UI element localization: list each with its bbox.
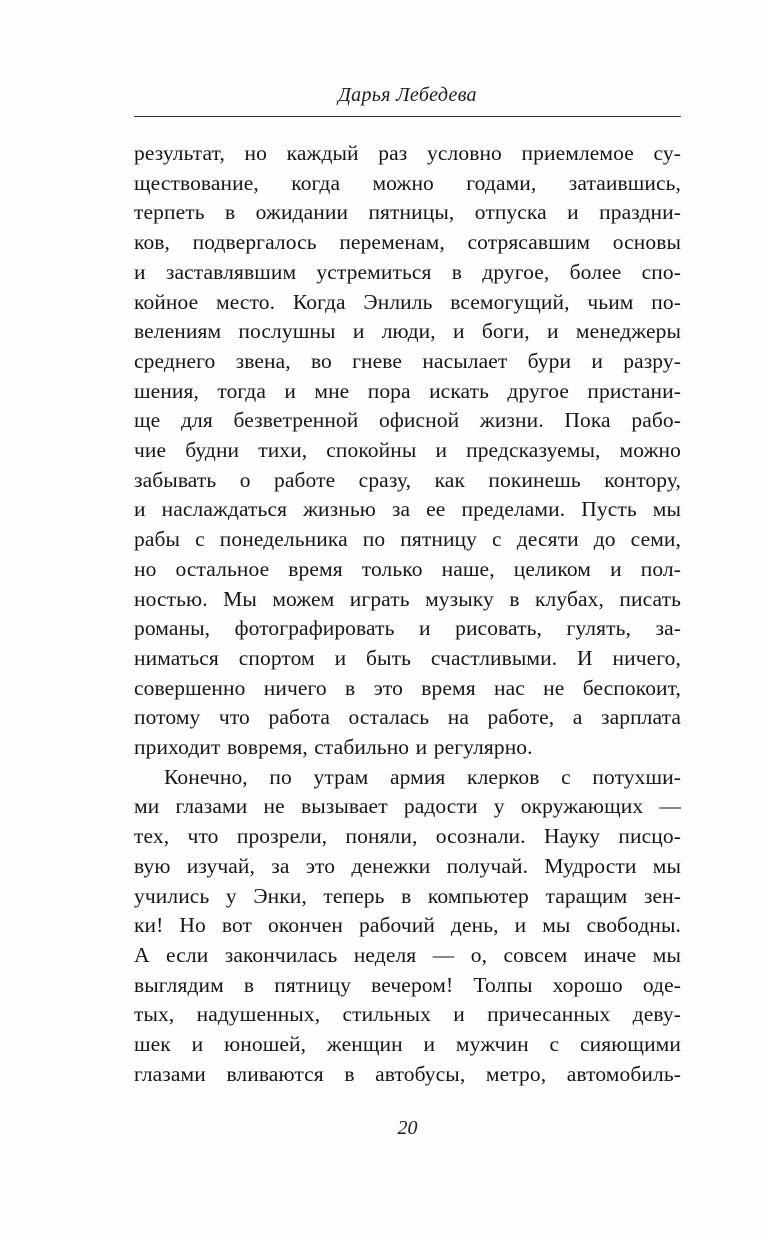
text-line: приходит вовремя, стабильно и регулярно. — [134, 735, 533, 760]
header-rule — [134, 116, 681, 117]
text-line: вую изучай, за это денежки получай. Мудрости мы — [134, 853, 681, 878]
text-line: терпеть в ожидании пятницы, отпуска и праздни- — [134, 200, 681, 225]
text-line: А если закончилась неделя — о, совсем иначе мы — [134, 942, 681, 967]
text-line: ков, подвергалось переменам, сотрясавшим основы — [134, 230, 681, 255]
text-line: среднего звена, во гневе насылает бури и разру- — [134, 348, 681, 373]
text-line: ниматься спортом и быть счастливыми. И ничего, — [134, 645, 681, 670]
text-line: рабы с понедельника по пятницу с десяти до семи, — [134, 527, 681, 552]
page-body — [134, 139, 681, 1090]
text-line: и наслаждаться жизнью за ее пределами. Пусть мы — [134, 497, 681, 522]
text-line: шек и юношей, женщин и мужчин с сияющими — [134, 1032, 681, 1057]
text-line: потому что работа осталась на работе, а зарплата — [134, 705, 681, 730]
text-line: но остальное время только наше, целиком и пол- — [134, 556, 681, 581]
text-line: ностью. Мы можем играть музыку в клубах, писать — [134, 586, 681, 611]
text-line: тых, надушенных, стильных и причесанных деву- — [134, 1002, 681, 1027]
text-line: совершенно ничего в это время нас не беспокоит, — [134, 675, 681, 700]
text-line: романы, фотографировать и рисовать, гулять, за- — [134, 616, 681, 641]
text-line: результат, но каждый раз условно приемлемое су- — [134, 141, 681, 165]
text-line: чие будни тихи, спокойны и предсказуемы, можно — [134, 438, 681, 463]
text-line: ми глазами не вызывает радости у окружающих — — [134, 794, 681, 819]
text-line: учились у Энки, теперь в компьютер таращим зен- — [134, 883, 681, 908]
text-line: шения, тогда и мне пора искать другое пристани- — [134, 378, 681, 403]
page-footer — [134, 1117, 681, 1140]
text-line: койное место. Когда Энлиль всемогущий, чьим по- — [134, 289, 681, 314]
text-line: ще для безветренной офисной жизни. Пока рабо- — [134, 408, 681, 433]
text-line: ществование, когда можно годами, затаившись, — [134, 170, 681, 195]
text-line: и заставлявшим устремиться в другое, более спо- — [134, 259, 681, 284]
text-line: выглядим в пятницу вечером! Толпы хорошо оде- — [134, 972, 681, 997]
text-line: Конечно, по утрам армия клерков с потухши- — [164, 764, 681, 789]
text-line: забывать о работе сразу, как покинешь контору, — [134, 467, 681, 492]
author-name: Дарья Лебедева — [338, 84, 477, 106]
text-line: велениям послушны и люди, и боги, и менеджеры — [134, 319, 681, 344]
text-line: глазами вливаются в автобусы, метро, автомобиль- — [134, 1061, 681, 1086]
paragraph — [134, 763, 681, 1090]
page-number: 20 — [397, 1117, 418, 1139]
paragraph — [134, 139, 681, 763]
text-line: тех, что прозрели, поняли, осознали. Науку писцо- — [134, 824, 681, 849]
text-line: ки! Но вот окончен рабочий день, и мы свободны. — [134, 913, 681, 938]
running-header — [134, 84, 681, 117]
